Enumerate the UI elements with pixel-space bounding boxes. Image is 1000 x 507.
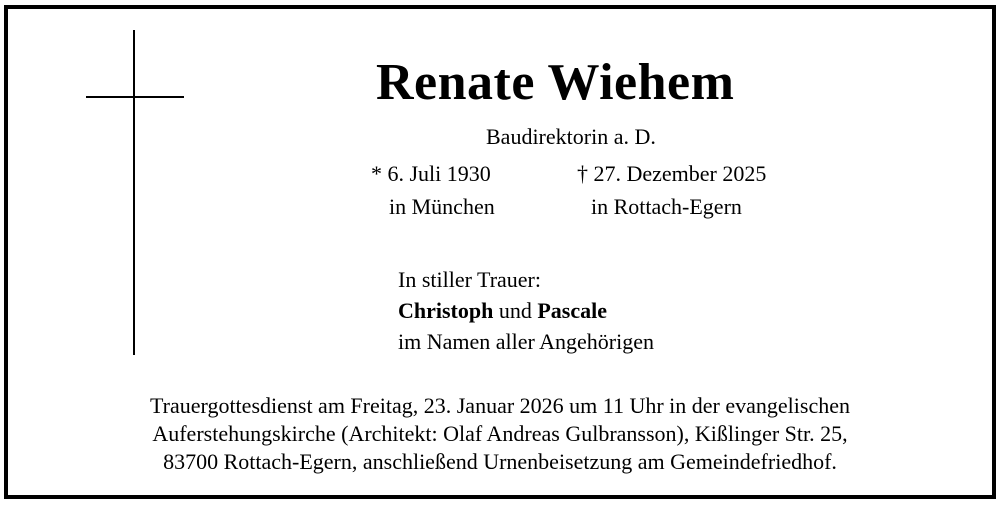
- mourner-first-name: Christoph: [398, 298, 494, 323]
- mourners-closing: im Namen aller Angehörigen: [398, 329, 654, 354]
- death-place: in Rottach-Egern: [591, 194, 742, 219]
- mourner-second-name: Pascale: [537, 298, 608, 323]
- death-date: † 27. Dezember 2025: [577, 161, 767, 186]
- deceased-title: Baudirektorin a. D.: [486, 124, 656, 149]
- service-line-1: Trauergottesdienst am Freitag, 23. Januar 2026 um 11 Uhr in der evangelischen: [150, 393, 850, 418]
- service-announcement: [20, 392, 980, 476]
- deceased-name: Renate Wiehem: [376, 54, 735, 111]
- mourner-connector: und: [493, 298, 538, 323]
- mourners-names: [398, 295, 654, 326]
- cross-vertical-bar: [133, 30, 135, 355]
- birth-date: * 6. Juli 1930: [371, 161, 491, 186]
- service-line-3: 83700 Rottach-Egern, anschließend Urnenbeisetzung am Gemeindefriedhof.: [163, 449, 837, 474]
- mourners-block: [398, 264, 654, 357]
- service-line-2: Auferstehungskirche (Architekt: Olaf Andreas Gulbransson), Kißlinger Str. 25,: [152, 421, 848, 446]
- cross-horizontal-bar: [86, 96, 184, 98]
- birth-place: in München: [389, 194, 495, 219]
- mourners-intro: In stiller Trauer:: [398, 267, 541, 292]
